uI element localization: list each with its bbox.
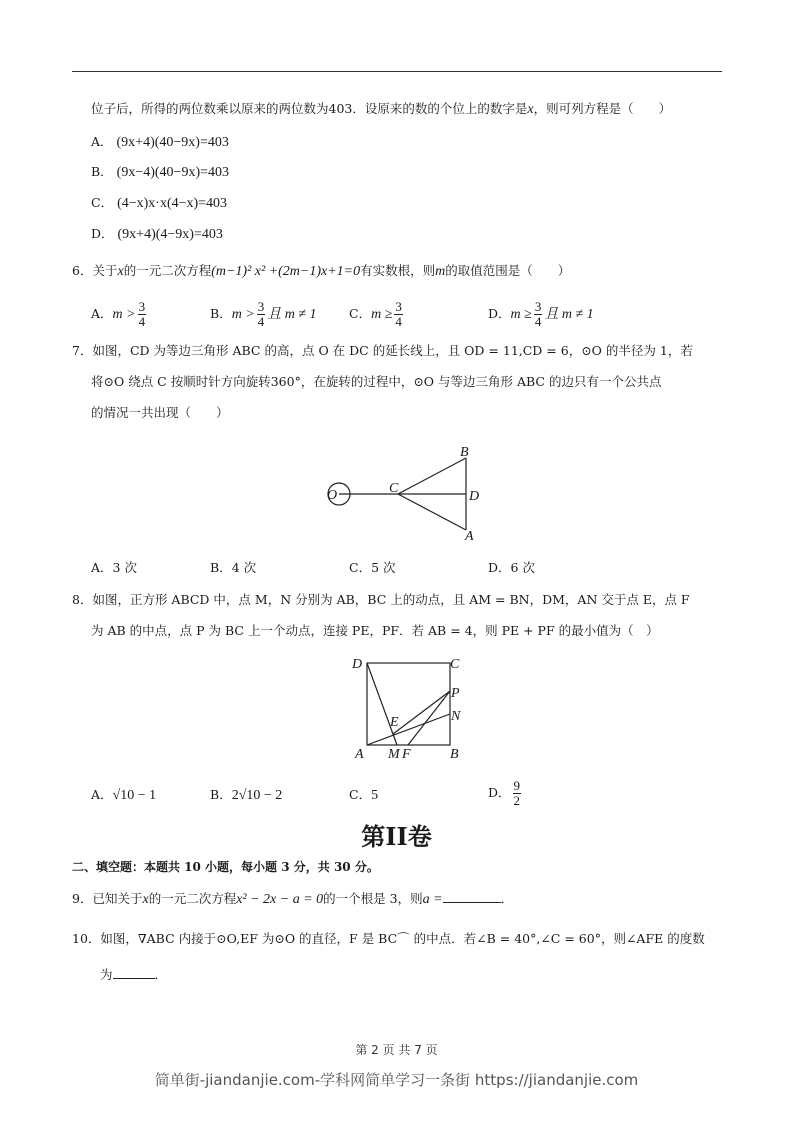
label-e: E: [390, 715, 399, 730]
q6-var: x: [117, 264, 124, 279]
label-o: O: [327, 488, 338, 503]
option-label: D．: [488, 560, 511, 575]
option-label: C．: [349, 787, 372, 802]
q10-line2: [100, 965, 167, 985]
q5-stem-end: ，则可列方程是（ ）: [533, 101, 672, 116]
q6-equation: (m−1)² x² +(2m−1)x+1=0: [211, 264, 361, 279]
header-rule: [72, 71, 722, 72]
q9-text: ．: [500, 891, 514, 906]
option-label: D．: [488, 306, 511, 321]
q7-line2: 将⊙O 绕点 C 按顺时针方向旋转360°，在旋转的过程中，⊙O 与等边三角形 ABC 的边只有一个公共点: [91, 374, 662, 389]
label-c: C: [389, 481, 399, 496]
line-cb: [398, 458, 466, 494]
section2-heading: 二、填空题：本题共 10 小题，每小题 3 分，共 30 分。: [72, 860, 379, 874]
q10-text: ．: [154, 967, 168, 982]
part2-title: 第II卷: [361, 822, 432, 851]
denominator: 4: [395, 314, 402, 329]
q8-line1: [72, 590, 690, 610]
q5-var: x: [527, 102, 534, 117]
option-text: 4 次: [231, 560, 257, 575]
option-expr: (9x+4)(40−9x)=403: [116, 135, 229, 150]
denominator: 4: [138, 314, 146, 329]
q7-option-c[interactable]: [349, 558, 396, 578]
label-a: A: [355, 747, 364, 762]
option-expr: 且 m ≠ 1: [544, 307, 594, 322]
option-expr: m >: [231, 307, 255, 322]
q7-text: 如图，CD 为等边三角形 ABC 的高，点 O 在 DC 的延长线上，且 OD = 11,CD = 6，⊙O 的半径为 1，若: [92, 343, 693, 358]
q8-line2: 为 AB 的中点，点 P 为 BC 上一个动点，连接 PE，PF．若 AB = 4，则 PE + PF 的最小值为（ ）: [91, 623, 659, 638]
option-text: 5: [371, 788, 379, 803]
numerator: 9: [513, 778, 521, 793]
q6-var: m: [435, 264, 446, 279]
q5-stem-text: 位子后，所得的两位数乘以原来的两位数为403．设原来的数的个位上的数字是: [91, 101, 528, 116]
q7-option-b[interactable]: [210, 558, 256, 578]
q8-text: 如图，正方形 ABCD 中，点 M，N 分别为 AB，BC 上的动点，且 AM = BN，DM，AN 交于点 E，点 F: [92, 592, 690, 607]
line-ca: [398, 494, 466, 530]
option-label: C．: [91, 195, 114, 210]
q7-line3: 的情况一共出现（ ）: [91, 405, 229, 420]
question-number: 7．: [72, 343, 93, 358]
q5-stem: [91, 99, 671, 120]
question-number: 10．: [72, 931, 101, 946]
q9-text: 的一元二次方程: [148, 891, 237, 906]
q8-option-a[interactable]: [91, 785, 156, 806]
option-expr: m ≥: [510, 307, 532, 322]
numerator: 3: [395, 299, 402, 314]
q9-equation: x² − 2x − a = 0: [236, 892, 324, 907]
option-label: A．: [91, 306, 113, 321]
q5-option-d[interactable]: [91, 224, 223, 245]
line-an: [367, 714, 450, 745]
option-label: B．: [210, 787, 232, 802]
option-expr: m >: [112, 307, 136, 322]
q8-figure: [340, 650, 480, 765]
page-number: 第 2 页 共 7 页: [355, 1043, 438, 1057]
q8-option-d[interactable]: [488, 779, 523, 808]
fraction: [534, 300, 543, 329]
square-abcd: [367, 663, 450, 745]
answer-blank[interactable]: [113, 966, 155, 979]
label-c: C: [450, 657, 460, 672]
label-d: D: [469, 489, 480, 504]
option-label: A．: [91, 134, 113, 149]
q6-text: 的一元二次方程: [123, 263, 212, 278]
q7-line1: [72, 341, 693, 361]
option-text: 3 次: [112, 560, 137, 575]
option-label: A．: [91, 560, 113, 575]
option-text: √10 − 1: [112, 788, 157, 803]
option-text: 5 次: [371, 560, 396, 575]
denominator: 2: [513, 793, 521, 808]
q9-text: 的一个根是 3，则: [323, 891, 423, 906]
option-label: B．: [210, 560, 232, 575]
option-expr: (4−x)x·x(4−x)=403: [117, 196, 228, 211]
numerator: 3: [257, 299, 265, 314]
q6-text: 关于: [92, 263, 118, 278]
denominator: 4: [534, 314, 542, 329]
option-label: A．: [91, 787, 113, 802]
option-label: B．: [91, 164, 113, 179]
fraction: [138, 300, 147, 329]
watermark: 简单街-jiandanjie.com-学科网简单学习一条街 https://jiandanjie.com: [154, 1071, 639, 1089]
label-f: F: [402, 747, 411, 762]
q8-option-b[interactable]: [210, 785, 282, 806]
option-label: C．: [349, 560, 372, 575]
label-d: D: [352, 657, 363, 672]
q7-figure: [310, 440, 510, 545]
option-text: 6 次: [510, 560, 535, 575]
q10-text: 为: [100, 967, 113, 982]
label-p: P: [451, 686, 460, 701]
q10-text: 如图，∇ABC 内接于⊙O,EF 为⊙O 的直径，F 是 BC⌒ 的中点．若∠B = 40°,∠C = 60°，则∠AFE 的度数: [100, 931, 705, 946]
answer-blank[interactable]: [443, 890, 501, 903]
line-dm: [367, 663, 397, 745]
numerator: 3: [138, 299, 146, 314]
q8-option-c[interactable]: [349, 785, 378, 806]
question-number: 6．: [72, 263, 93, 278]
option-label: D．: [488, 785, 511, 800]
q7-option-a[interactable]: [91, 558, 137, 578]
label-b: B: [460, 445, 469, 460]
option-expr: (9x+4)(4−9x)=403: [117, 227, 223, 242]
q7-option-d[interactable]: [488, 558, 535, 578]
q9-stem: [72, 889, 513, 910]
q6-option-d[interactable]: [488, 300, 594, 329]
q6-text: 有实数根，则: [360, 263, 436, 278]
q6-text: 的取值范围是（ ）: [445, 263, 571, 278]
option-text: 2√10 − 2: [231, 788, 283, 803]
option-label: D．: [91, 226, 114, 241]
option-label: B．: [210, 306, 232, 321]
q5-option-a[interactable]: [91, 132, 229, 153]
q9-var: a =: [422, 892, 443, 907]
denominator: 4: [257, 314, 265, 329]
fraction: [394, 300, 403, 329]
q5-option-b[interactable]: [91, 162, 229, 183]
q6-stem: [72, 261, 570, 282]
q10-line1: [72, 929, 705, 949]
q6-option-c[interactable]: [349, 300, 405, 329]
question-number: 8．: [72, 592, 93, 607]
option-expr: 且 m ≠ 1: [267, 307, 317, 322]
q9-text: 已知关于: [92, 891, 143, 906]
label-m: M: [388, 747, 400, 762]
fraction: [257, 300, 266, 329]
option-expr: m ≥: [371, 307, 393, 322]
option-expr: (9x−4)(40−9x)=403: [116, 165, 230, 180]
q6-option-a[interactable]: [91, 300, 148, 329]
fraction: [513, 779, 522, 808]
label-a: A: [465, 529, 474, 544]
numerator: 3: [534, 299, 542, 314]
q5-option-c[interactable]: [91, 193, 227, 214]
label-b: B: [450, 747, 459, 762]
q6-option-b[interactable]: [210, 300, 317, 329]
q9-var: x: [142, 892, 149, 907]
label-n: N: [451, 709, 461, 724]
question-number: 9．: [72, 891, 93, 906]
option-label: C．: [349, 306, 372, 321]
